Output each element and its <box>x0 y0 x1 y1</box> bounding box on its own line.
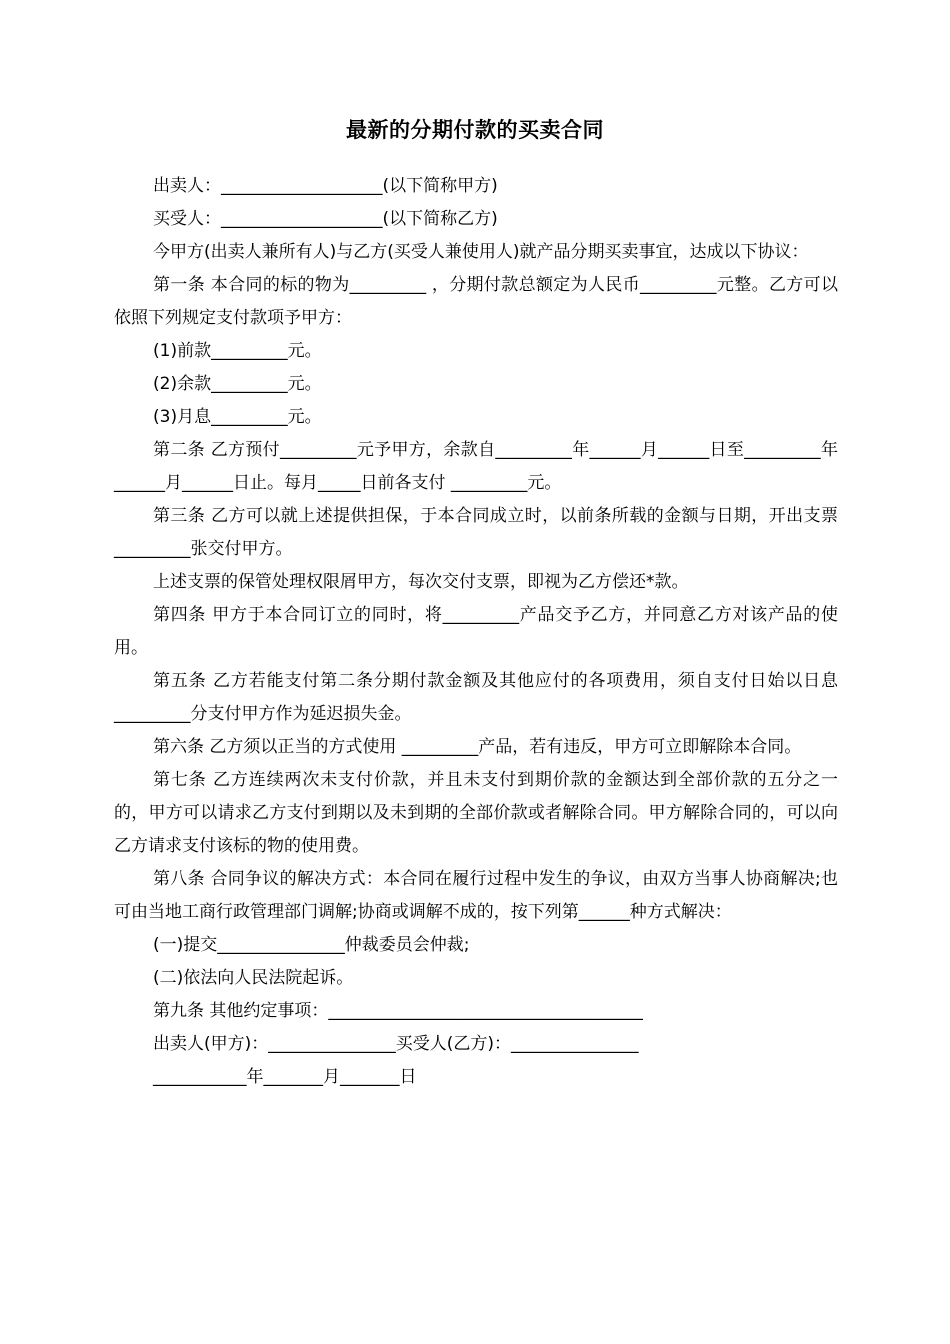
paragraph-article-7: 第七条 乙方连续两次未支付价款，并且未支付到期价款的金额达到全部价款的五分之一的，甲方可以请求乙方支付到期以及未到期的全部价款或者解除合同。甲方解除合同的，可以向乙方请求支付该标的物的使用费。 <box>114 770 838 856</box>
paragraph-article-9: 第九条 其他约定事项：_____________________________________ <box>153 1001 643 1021</box>
paragraph-date: ___________年_______月_______日 <box>153 1067 417 1087</box>
paragraph-article-8: 第八条 合同争议的解决方式：本合同在履行过程中发生的争议，由双方当事人协商解决;也可由当地工商行政管理部门调解;协商或调解不成的，按下列第______种方式解决： <box>114 869 838 922</box>
paragraph-signatures: 出卖人(甲方)：_______________买受人(乙方)：_______________ <box>153 1034 639 1054</box>
paragraph-article-3: 第三条 乙方可以就上述提供担保，于本合同成立时，以前条所载的金额与日期，开出支票_________张交付甲方。 <box>114 506 838 559</box>
paragraph-article-2: 第二条 乙方预付_________元予甲方，余款自_________年______月______日至_________年______月______日止。每月_____日前各支付 _________元。 <box>114 440 838 493</box>
paragraph-item-1: (1)前款_________元。 <box>153 341 322 361</box>
paragraph-article-1: 第一条 本合同的标的物为_________ ，分期付款总额定为人民币_________元整。乙方可以依照下列规定支付款项予甲方： <box>114 275 838 328</box>
paragraph-preamble: 今甲方(出卖人兼所有人)与乙方(买受人兼使用人)就产品分期买卖事宜，达成以下协议： <box>153 242 809 262</box>
document-title: 最新的分期付款的买卖合同 <box>346 118 604 142</box>
paragraph-item-2: (2)余款_________元。 <box>153 374 322 394</box>
paragraph-article-4: 第四条 甲方于本合同订立的同时，将_________产品交予乙方，并同意乙方对该产品的使用。 <box>114 605 838 658</box>
contract-body <box>114 170 838 1094</box>
paragraph-article-6: 第六条 乙方须以正当的方式使用 _________产品，若有违反，甲方可立即解除本合同。 <box>153 737 802 757</box>
paragraph-item-3: (3)月息_________元。 <box>153 407 322 427</box>
paragraph-buyer: 买受人：___________________(以下简称乙方) <box>153 209 498 229</box>
paragraph-cheque-note: 上述支票的保管处理权限屑甲方，每次交付支票，即视为乙方偿还*款。 <box>153 572 689 592</box>
paragraph-option-1: (一)提交_______________仲裁委员会仲裁; <box>153 935 470 955</box>
paragraph-option-2: (二)依法向人民法院起诉。 <box>153 968 354 988</box>
paragraph-article-5: 第五条 乙方若能支付第二条分期付款金额及其他应付的各项费用，须自支付日始以日息_________分支付甲方作为延迟损失金。 <box>114 671 838 724</box>
paragraph-seller: 出卖人：___________________(以下简称甲方) <box>153 176 498 196</box>
